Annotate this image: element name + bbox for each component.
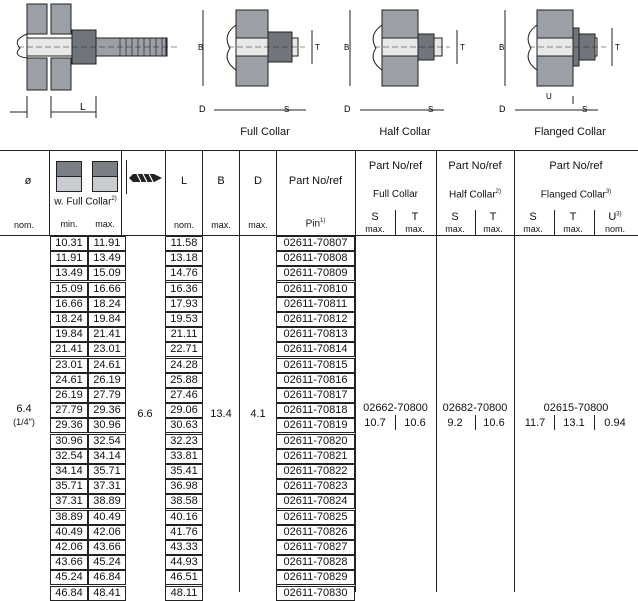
flanged-collar-subdivider-2 (594, 210, 595, 235)
header-D-max: max. (248, 220, 268, 230)
grip-min-cell: 16.66 (50, 297, 88, 312)
flanged-collar-T: T (569, 211, 577, 223)
pin-part-cell: 02611-70811 (276, 297, 355, 312)
diameter-inch: (1/4") (13, 417, 35, 427)
grip-min-cell: 19.84 (50, 327, 88, 342)
length-cell: 17.93 (165, 297, 203, 312)
full-collar-part: 02662-70800 (363, 402, 428, 414)
pin-part-cell: 02611-70816 (276, 373, 355, 388)
grip-min-cell: 18.24 (50, 312, 88, 327)
half-collar-part: 02682-70800 (442, 402, 508, 414)
header-diameter: ø (24, 175, 32, 187)
half-collar-subdivider (475, 210, 476, 235)
header-B-max: max. (211, 220, 231, 230)
full-collar-T: T (411, 211, 419, 223)
drill-bit-icon (128, 172, 164, 184)
full-collar-subdivider (395, 210, 396, 235)
flanged-collar-sub: Flanged Collar$^{3)}$ (540, 189, 612, 201)
pin-part-cell: 02611-70830 (276, 586, 355, 601)
grip-min-cell: 38.89 (50, 510, 88, 525)
full-collar-value-divider (395, 415, 396, 430)
full-collar-diagram (203, 10, 312, 110)
grip-min-cell: 15.09 (50, 282, 88, 297)
header-pin: Pin$^{1)}$ (305, 218, 326, 230)
full-collar-T-value: 10.6 (404, 417, 426, 429)
full-collar-D-label: D (199, 104, 206, 114)
length-cell: 35.41 (165, 464, 203, 479)
length-cell: 14.76 (165, 266, 203, 281)
full-collar-T-max: max. (405, 224, 425, 234)
grip-min-cell: 46.84 (50, 586, 88, 601)
grip-max-cell: 26.19 (88, 373, 126, 388)
length-cell: 48.11 (165, 586, 203, 601)
pin-part-cell: 02611-70814 (276, 342, 355, 357)
flanged-collar-title: Part No/ref (549, 160, 603, 172)
pin-part-cell: 02611-70815 (276, 358, 355, 373)
pin-part-cell: 02611-70829 (276, 570, 355, 585)
length-cell: 43.33 (165, 540, 203, 555)
grip-max-cell: 21.41 (88, 327, 126, 342)
grip-max-cell: 27.79 (88, 388, 126, 403)
length-cell: 36.98 (165, 479, 203, 494)
grip-min-cell: 43.66 (50, 555, 88, 570)
length-cell: 33.81 (165, 449, 203, 464)
D-value: 4.1 (250, 408, 266, 420)
half-collar-B-label: B (344, 43, 350, 52)
grip-min-cell: 13.49 (50, 266, 88, 281)
grip-max-cell: 40.49 (88, 510, 126, 525)
grip-max-label: max. (95, 219, 115, 229)
flanged-collar-subdivider-1 (554, 210, 555, 235)
length-cell: 30.63 (165, 418, 203, 433)
grip-max-cell: 13.49 (88, 251, 126, 266)
length-cell: 40.16 (165, 510, 203, 525)
length-cell: 13.18 (165, 251, 203, 266)
pin-part-cell: 02611-70812 (276, 312, 355, 327)
flanged-collar-S-value: 11.7 (524, 417, 546, 429)
pin-part-cell: 02611-70825 (276, 510, 355, 525)
diameter-value: 6.4 (16, 403, 32, 415)
full-collar-S: S (371, 211, 379, 223)
col-divider-half (436, 150, 437, 592)
grip-min-cell: 29.36 (50, 418, 88, 433)
grip-min-cell: 30.96 (50, 434, 88, 449)
header-partno: Part No/ref (288, 175, 343, 187)
grip-max-cell: 42.06 (88, 525, 126, 540)
pin-part-cell: 02611-70819 (276, 418, 355, 433)
header-L: L (180, 175, 188, 187)
grip-min-cell: 34.14 (50, 464, 88, 479)
caption-full-collar: Full Collar (240, 126, 290, 138)
assembly-diagram (10, 4, 180, 118)
pin-part-cell: 02611-70828 (276, 555, 355, 570)
pin-part-cell: 02611-70817 (276, 388, 355, 403)
length-cell: 41.76 (165, 525, 203, 540)
flanged-collar-value-divider-2 (594, 415, 595, 430)
pin-part-cell: 02611-70820 (276, 434, 355, 449)
grip-min-cell: 32.54 (50, 449, 88, 464)
flanged-collar-U: $U^{3)}$ (608, 211, 622, 223)
pin-part-cell: 02611-70826 (276, 525, 355, 540)
half-collar-T-max: max. (483, 224, 503, 234)
grip-max-cell: 23.01 (88, 342, 126, 357)
half-collar-title: Part No/ref (448, 160, 502, 172)
full-collar-title: Part No/ref (368, 160, 423, 172)
pin-part-cell: 02611-70818 (276, 403, 355, 418)
grip-icon (56, 161, 116, 191)
length-cell: 16.36 (165, 282, 203, 297)
length-cell: 25.88 (165, 373, 203, 388)
header-D: D (254, 175, 262, 187)
half-collar-T-value: 10.6 (483, 417, 505, 429)
grip-header-title: w. Full Collar$^{2)}$ (54, 196, 117, 208)
length-cell: 29.06 (165, 403, 203, 418)
flanged-collar-diagram (505, 10, 612, 110)
grip-max-cell: 18.24 (88, 297, 126, 312)
half-collar-diagram (350, 10, 457, 110)
flanged-collar-T-value: 13.1 (563, 417, 585, 429)
drill-value: 6.6 (137, 408, 153, 420)
grip-max-cell: 19.84 (88, 312, 126, 327)
grip-max-cell: 24.61 (88, 358, 126, 373)
half-collar-T: T (489, 211, 497, 223)
grip-min-cell: 21.41 (50, 342, 88, 357)
grip-max-cell: 11.91 (88, 236, 126, 251)
pin-part-cell: 02611-70827 (276, 540, 355, 555)
grip-max-cell: 32.54 (88, 434, 126, 449)
grip-min-cell: 23.01 (50, 358, 88, 373)
grip-min-cell: 45.24 (50, 570, 88, 585)
grip-min-cell: 40.49 (50, 525, 88, 540)
flanged-collar-S-label: S (582, 105, 588, 114)
full-collar-B-label: B (198, 43, 204, 52)
full-collar-sub: Full Collar (372, 189, 418, 200)
flanged-collar-B-label: B (499, 43, 505, 52)
full-collar-S-max: max. (365, 224, 385, 234)
grip-max-cell: 15.09 (88, 266, 126, 281)
flanged-collar-T-label: T (615, 43, 620, 52)
grip-min-cell: 27.79 (50, 403, 88, 418)
caption-half-collar: Half Collar (379, 126, 431, 138)
pin-part-cell: 02611-70813 (276, 327, 355, 342)
length-cell: 11.58 (165, 236, 203, 251)
full-collar-T-label: T (315, 43, 320, 52)
half-collar-T-label: T (460, 43, 465, 52)
flanged-collar-S: S (529, 211, 537, 223)
grip-min-cell: 24.61 (50, 373, 88, 388)
length-cell: 22.71 (165, 342, 203, 357)
grip-min-cell: 42.06 (50, 540, 88, 555)
pin-part-cell: 02611-70824 (276, 494, 355, 509)
pin-part-cell: 02611-70808 (276, 251, 355, 266)
grip-height-arrow (126, 160, 127, 194)
flanged-collar-U-label: U (546, 92, 552, 101)
full-collar-S-label: S (284, 105, 290, 114)
half-collar-sub: Half Collar$^{2)}$ (448, 189, 502, 201)
half-collar-D-label: D (344, 104, 351, 114)
half-collar-S-max: max. (445, 224, 465, 234)
grip-max-cell: 48.41 (88, 586, 126, 601)
length-cell: 27.46 (165, 388, 203, 403)
pin-part-cell: 02611-70821 (276, 449, 355, 464)
flanged-collar-U-nom: nom. (604, 224, 625, 234)
grip-max-cell: 46.84 (88, 570, 126, 585)
full-collar-S-value: 10.7 (364, 417, 386, 429)
flanged-collar-value-divider-1 (554, 415, 555, 430)
half-collar-S-value: 9.2 (447, 417, 463, 429)
flanged-collar-D-label: D (499, 104, 506, 114)
grip-min-cell: 35.71 (50, 479, 88, 494)
grip-max-cell: 43.66 (88, 540, 126, 555)
length-cell: 19.53 (165, 312, 203, 327)
grip-min-cell: 11.91 (50, 251, 88, 266)
flanged-collar-T-max: max. (563, 224, 583, 234)
col-divider-flanged (514, 150, 515, 592)
half-collar-value-divider (475, 415, 476, 430)
grip-max-cell: 45.24 (88, 555, 126, 570)
pin-part-cell: 02611-70810 (276, 282, 355, 297)
header-L-nom: nom. (173, 220, 194, 230)
half-collar-S-label: S (428, 105, 434, 114)
flanged-collar-U-value: 0.94 (604, 417, 626, 429)
pin-part-cell: 02611-70809 (276, 266, 355, 281)
grip-min-cell: 26.19 (50, 388, 88, 403)
grip-max-cell: 38.89 (88, 494, 126, 509)
length-cell: 38.58 (165, 494, 203, 509)
grip-max-cell: 29.36 (88, 403, 126, 418)
pin-part-cell: 02611-70822 (276, 464, 355, 479)
col-divider-D (239, 150, 240, 592)
header-B: B (217, 175, 225, 187)
half-collar-S: S (451, 211, 459, 223)
fastener-diagrams (0, 0, 638, 145)
length-cell: 44.93 (165, 555, 203, 570)
grip-min-cell: 10.31 (50, 236, 88, 251)
pin-part-cell: 02611-70823 (276, 479, 355, 494)
flanged-collar-part: 02615-70800 (543, 402, 609, 414)
flanged-collar-S-max: max. (523, 224, 543, 234)
header-diameter-nom: nom. (13, 220, 34, 230)
length-cell: 46.51 (165, 570, 203, 585)
length-cell: 32.23 (165, 434, 203, 449)
grip-max-cell: 30.96 (88, 418, 126, 433)
B-value: 13.4 (210, 408, 232, 420)
dim-L-label: L (80, 102, 86, 113)
col-divider-full (355, 150, 356, 592)
caption-flanged-collar: Flanged Collar (534, 126, 606, 138)
grip-max-cell: 16.66 (88, 282, 126, 297)
pin-part-cell: 02611-70807 (276, 236, 355, 251)
length-cell: 24.28 (165, 358, 203, 373)
grip-max-cell: 37.31 (88, 479, 126, 494)
grip-max-cell: 34.14 (88, 449, 126, 464)
grip-min-label: min. (60, 219, 78, 229)
length-cell: 21.11 (165, 327, 203, 342)
grip-max-cell: 35.71 (88, 464, 126, 479)
grip-min-cell: 37.31 (50, 494, 88, 509)
